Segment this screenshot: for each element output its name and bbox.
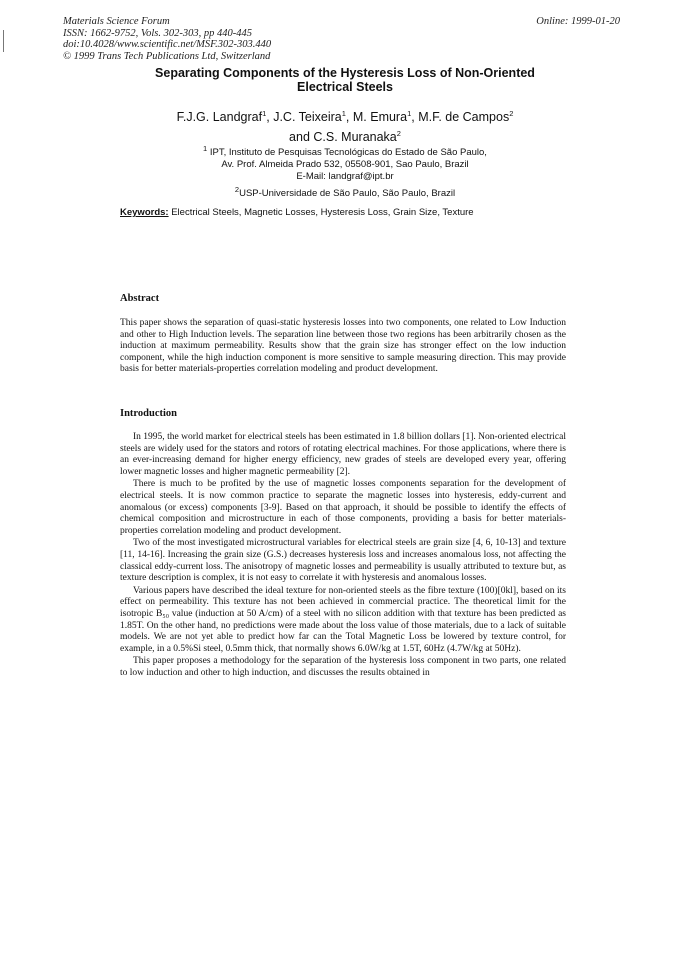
intro-paragraph: There is much to be profited by the use of magnetic losses components separation for the development of electrical steels. It is now common practice to separate the magnetic losses into hysteresis, eddy-current and anomalous (or excess) components [3-9]. Based on that approach, it should be possible to identify the effects of chemical composition and microstructure in each of those components, providing a basis for better materials-properties correlation modeling and product development. (120, 479, 566, 536)
author-name: F.J.G. Landgraf (176, 110, 263, 125)
journal-header (63, 16, 271, 62)
affiliation-institute: IPT, Instituto de Pesquisas Tecnológicas do Estado de São Paulo, (209, 147, 487, 159)
affiliation-email[interactable]: E-Mail: landgraf@ipt.br (296, 171, 394, 183)
affiliation-1 (100, 143, 590, 183)
intro-paragraph: In 1995, the world market for electrical steels has been estimated in 1.8 billion dollars [1]. Non-oriented electrical steels are widely used for the stators and rotors of rotating electrical machines. For those applications, where there is an ever-increasing demand for higher energy efficiency, new grades of steels are developed every year, offering lower magnetic losses and higher magnetic permeability [2]. (120, 432, 566, 477)
intro-paragraph: Two of the most investigated microstructural variables for electrical steels are grain size [4, 6, 10-13] and texture [11, 14-16]. Increasing the grain size (G.S.) decreases hysteresis loss and increases anomalous loss, not affecting the classical eddy-current loss. The anisotropy of magnetic losses and permeability is usually attributed to texture but, as texture description is complex, it is not easy to correlate it with hysteresis and anomalous losses. (120, 538, 566, 584)
author-affil-mark: 1 (341, 109, 346, 118)
paper-title (100, 66, 590, 94)
abstract-paragraph: This paper shows the separation of quasi-static hysteresis losses into two components, one related to Low Induction and other to High Induction levels. The separation line between those two regions has been arbitrarily chosen as the induction at maximum permeability. Results show that the grain size has stronger effect on the low induction component, while the high induction component is more sensitive to sample measuring direction. This may provide basis for better materials-properties correlation modeling and product development. (120, 318, 566, 375)
intro-paragraph: This paper proposes a methodology for the separation of the hysteresis loss component in two parts, one related to low induction and other to high induction, and discusses the results obtained in (120, 656, 566, 678)
affiliation-institute: USP-Universidade de São Paulo, São Paulo, Brazil (239, 188, 456, 200)
affiliation-mark: 1 (203, 144, 208, 153)
affiliation-2 (100, 184, 590, 200)
author-name: C.S. Muranaka (313, 129, 397, 144)
copyright-line: © 1999 Trans Tech Publications Ltd, Switzerland (63, 50, 271, 62)
keywords-text: Electrical Steels, Magnetic Losses, Hysteresis Loss, Grain Size, Texture (171, 207, 474, 218)
abstract-text (120, 318, 566, 376)
author-name: J.C. Teixeira (273, 110, 342, 125)
author-name: M. Emura (352, 110, 408, 125)
keywords (120, 207, 570, 218)
introduction-heading: Introduction (120, 408, 177, 419)
authors-line-1: F.J.G. Landgraf$^1$, J.C. Teixeira$^1$, M. Emura$^1$, M.F. de Campos$^2$ (176, 109, 514, 125)
abstract-heading: Abstract (120, 293, 160, 304)
author-affil-mark: 2 (396, 128, 401, 138)
keywords-label: Keywords: (120, 207, 169, 218)
title-line-2: Electrical Steels (297, 80, 393, 94)
author-affil-mark: 2 (509, 109, 514, 118)
doi-line[interactable]: doi:10.4028/www.scientific.net/MSF.302-303.440 (63, 39, 272, 50)
affiliation-address: Av. Prof. Almeida Prado 532, 05508-901, Sao Paulo, Brazil (221, 159, 469, 171)
author-name: M.F. de Campos (418, 110, 510, 125)
intro-paragraph: Various papers have described the ideal texture for non-oriented steels as the fibre texture (100)[0kl], based on its effect on permeability. This texture has not been achieved in commercial practice. The theoretical limit for the isotropic B₅₀ value (induction at 50 A/cm) of a steel with no silicon addition with that texture has been predicted as 1.85T. On the other hand, no predictions were made about the loss value of those materials, due to a lack of suitable models. We are not yet able to predict how far can the Total Magnetic Loss be lowered by texture control, for example, in a 0.5%Si steel, 0.5mm thick, that normally shows 6.0W/kg at 1.5T, 60Hz (4.7W/kg at 50Hz). (120, 585, 566, 654)
author-list (100, 106, 590, 145)
author-affil-mark: 1 (407, 109, 412, 118)
online-date: Online: 1999-01-20 (536, 16, 620, 27)
scan-mark (3, 30, 4, 52)
title-line-1: Separating Components of the Hysteresis Loss of Non-Oriented (155, 66, 535, 80)
author-conjunction: and (289, 129, 310, 144)
issn-line: ISSN: 1662-9752, Vols. 302-303, pp 440-445 (63, 27, 252, 39)
introduction-text (120, 432, 566, 679)
journal-name: Materials Science Forum (63, 16, 170, 27)
author-affil-mark: 1 (262, 109, 267, 118)
affiliation-mark: 2 (234, 185, 240, 194)
